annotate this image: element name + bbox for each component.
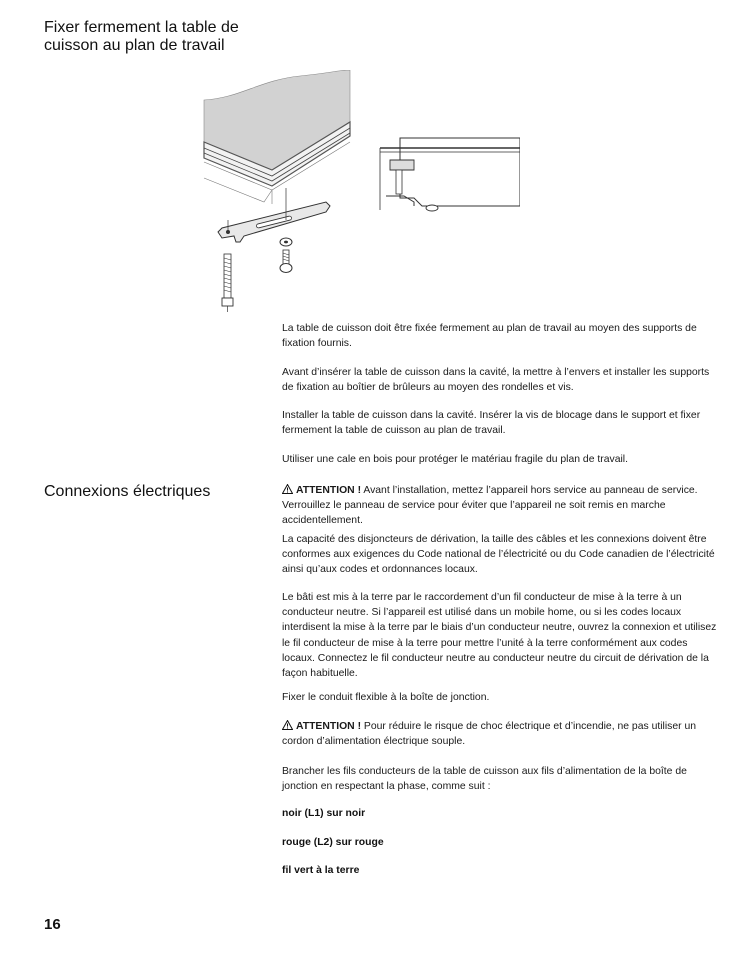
paragraph: Brancher les fils conducteurs de la table de cuisson aux fils d’alimentation de la boîte de jonction en respectant la phase, comme suit :: [282, 766, 687, 793]
paragraph: La table de cuisson doit être fixée fermement au plan de travail au moyen des supports de fixation fournis.: [282, 323, 697, 350]
paragraph: Fixer le conduit flexible à la boîte de jonction.: [282, 692, 490, 703]
paragraph: Installer la table de cuisson dans la cavité. Insérer la vis de blocage dans le support et fixer fermement la table de cuisson au plan de travail.: [282, 410, 701, 437]
warning-label: ATTENTION !: [296, 721, 362, 732]
wiring-step: rouge (L2) sur rouge: [282, 837, 384, 848]
mounting-bracket-illustration: [200, 70, 520, 315]
wiring-step: noir (L1) sur noir: [282, 808, 366, 819]
section-heading-electrical: Connexions électriques: [44, 483, 211, 500]
warning-label: ATTENTION !: [296, 485, 362, 496]
warning-triangle-icon: [282, 720, 293, 730]
warning-paragraph: [282, 719, 722, 749]
paragraph: Le bâti est mis à la terre par le raccordement d’un fil conducteur de mise à la terre à un conducteur neutre. Si l’appareil est utilisé dans un mobile home, ou si les codes locaux interdisent la mise à la terre par le biais d’un conducteur neutre, ouvrez la connexion et utilisez le fil conducteur de mise à la terre pour mettre l’unité à la terre conformément aux codes locaux. Connectez le fil conducteur neutre au conducteur neutre du circuit de dérivation de la façon habituelle.: [282, 592, 717, 680]
section-heading-mounting: Fixer fermement la table de cuisson au plan de travail: [44, 19, 239, 54]
warning-text: Avant l’installation, mettez l’appareil hors service au panneau de service. Verrouillez le panneau de service pour éviter que l’appareil ne soit remis en marche accidentellement.: [282, 485, 698, 527]
paragraph: Utiliser une cale en bois pour protéger le matériau fragile du plan de travail.: [282, 454, 628, 465]
warning-triangle-icon: [282, 484, 293, 494]
wiring-step: fil vert à la terre: [282, 865, 360, 876]
warning-paragraph: [282, 483, 722, 529]
page-number: 16: [44, 916, 61, 933]
paragraph: Avant d’insérer la table de cuisson dans la cavité, la mettre à l’envers et installer les supports de fixation au boîtier de brûleurs au moyen des rondelles et vis.: [282, 367, 710, 394]
warning-text: Pour réduire le risque de choc électrique et d’incendie, ne pas utiliser un cordon d’alimentation électrique souple.: [282, 721, 697, 748]
paragraph: La capacité des disjoncteurs de dérivation, la taille des câbles et les connexions doivent être conformes aux exigences du Code national de l’électricité ou du Code canadien de l’électricité ainsi qu’aux codes et ordonnances locaux.: [282, 534, 715, 576]
